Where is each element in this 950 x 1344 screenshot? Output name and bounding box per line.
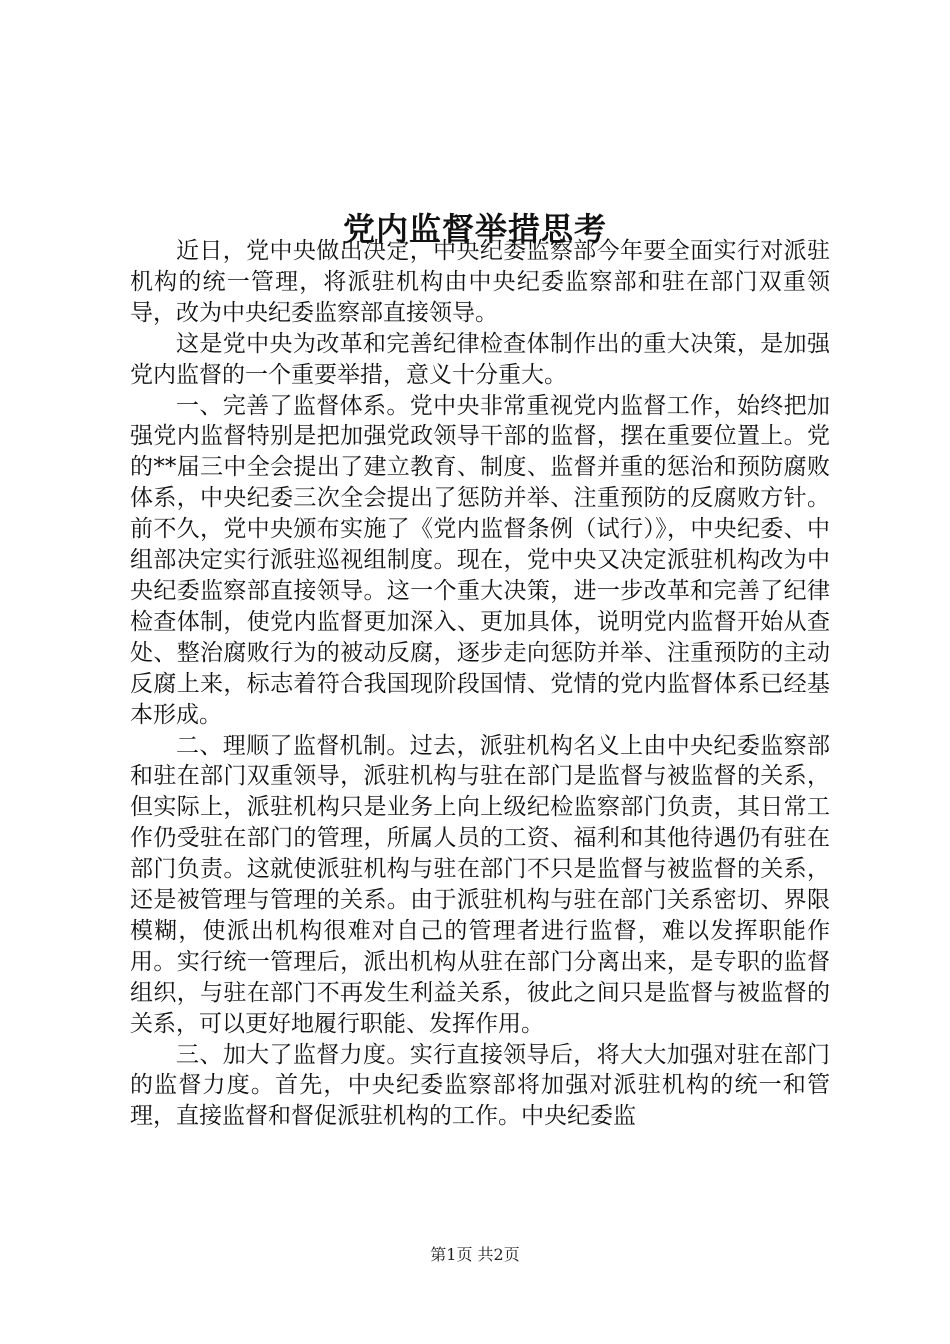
paragraph-intro: 近日，党中央做出决定，中央纪委监察部今年要全面实行对派驻机构的统一管理，将派驻机构由中央纪委监察部和驻在部门双重领导，改为中央纪委监察部直接领导。	[130, 238, 830, 326]
paragraph-section-three: 三、加大了监督力度。实行直接领导后，将大大加强对驻在部门的监督力度。首先，中央纪委监察部将加强对派驻机构的统一和管理，直接监督和督促派驻机构的工作。中央纪委监	[130, 1041, 830, 1130]
page-number-footer: 第1页 共2页	[430, 1245, 520, 1264]
paragraph-significance: 这是党中央为改革和完善纪律检查体制作出的重大决策，是加强党内监督的一个重要举措，意义十分重大。	[130, 330, 830, 388]
paragraph-section-two: 二、理顺了监督机制。过去，派驻机构名义上由中央纪委监察部和驻在部门双重领导，派驻机构与驻在部门是监督与被监督的关系，但实际上，派驻机构只是业务上向上级纪检监察部门负责，其日常工作仍受驻在部门的管理，所属人员的工资、福利和其他待遇仍有驻在部门负责。这就使派驻机构与驻在部门不只是监督与被监督的关系，还是被管理与管理的关系。由于派驻机构与驻在部门关系密切、界限模糊，使派出机构很难对自己的管理者进行监督，难以发挥职能作用。实行统一管理后，派出机构从驻在部门分离出来，是专职的监督组织，与驻在部门不再发生利益关系，彼此之间只是监督与被监督的关系，可以更好地履行职能、发挥作用。	[130, 732, 830, 1037]
document-body	[130, 236, 830, 1132]
page-title: 党内监督举措思考	[342, 210, 607, 249]
paragraph-section-one: 一、完善了监督体系。党中央非常重视党内监督工作，始终把加强党内监督特别是把加强党政领导干部的监督，摆在重要位置上。党的**届三中全会提出了建立教育、制度、监督并重的惩治和预防腐败体系，中央纪委三次全会提出了惩防并举、注重预防的反腐败方针。前不久，党中央颁布实施了《党内监督条例（试行）》，中央纪委、中组部决定实行派驻巡视组制度。现在，党中央又决定派驻机构改为中央纪委监察部直接领导。这一个重大决策，进一步改革和完善了纪律检查体制，使党内监督更加深入、更加具体，说明党内监督开始从查处、整治腐败行为的被动反腐，逐步走向惩防并举、注重预防的主动反腐上来，标志着符合我国现阶段国情、党情的党内监督体系已经基本形成。	[130, 392, 830, 728]
